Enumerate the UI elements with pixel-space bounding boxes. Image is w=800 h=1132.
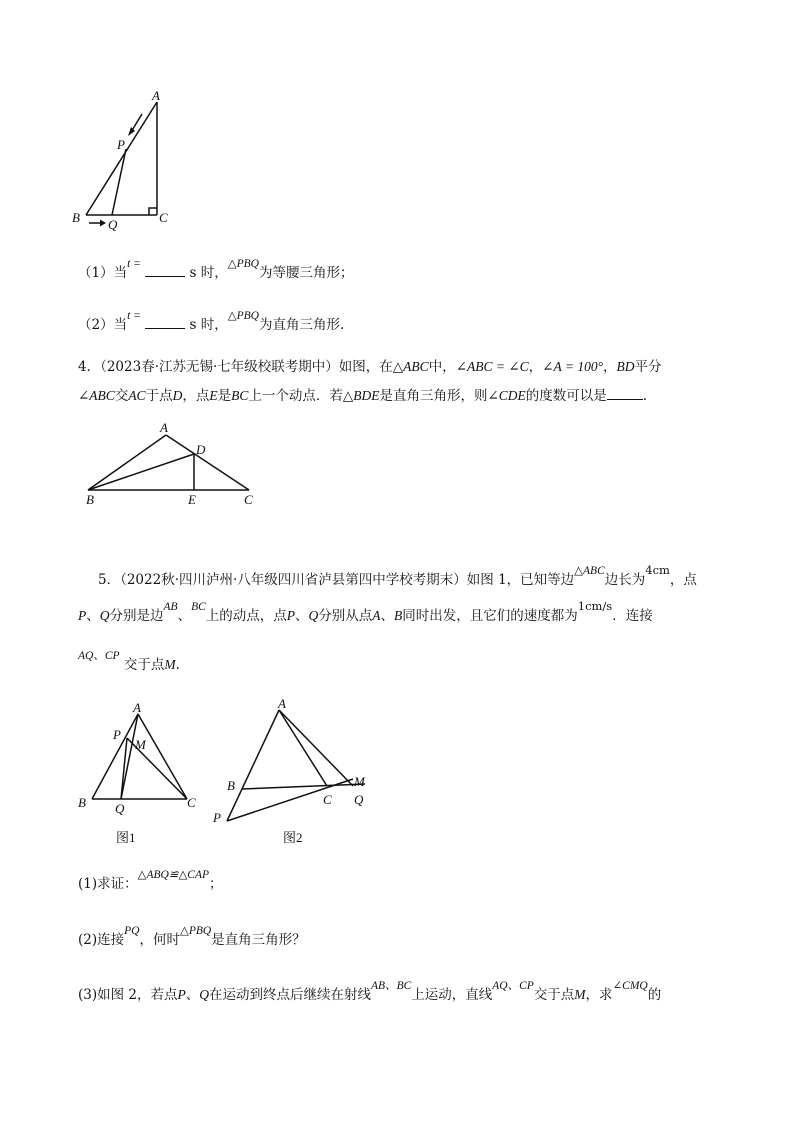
segment-pq bbox=[121, 738, 127, 799]
label-b: B bbox=[86, 492, 94, 507]
side-ab bbox=[88, 435, 166, 490]
q5-line3: AQ、CP 交于点M. bbox=[78, 650, 180, 673]
side-ac bbox=[279, 710, 327, 786]
segment-aq bbox=[121, 714, 138, 799]
q4-triangle-figure bbox=[80, 418, 270, 518]
triangle-pbq: △PBQ bbox=[227, 310, 259, 322]
ray-bc bbox=[242, 784, 365, 789]
label-a: A bbox=[278, 696, 286, 711]
q3-part2: （2）当t = s 时，△PBQ为直角三角形. bbox=[78, 310, 345, 333]
q5-figure-1 bbox=[70, 694, 210, 854]
label-e: E bbox=[188, 492, 196, 507]
ray-ab bbox=[227, 710, 279, 821]
figure-caption: 图1 bbox=[116, 830, 136, 845]
q5-figure-2 bbox=[205, 694, 385, 854]
q5-line2: P、Q分别是边AB、BC上的动点，点P、Q分别从点A、B同时出发，且它们的速度都为1cm/s．连接 bbox=[78, 599, 653, 624]
right-angle-mark bbox=[149, 208, 157, 215]
side-ac bbox=[166, 435, 249, 490]
figure-caption: 图2 bbox=[283, 830, 303, 845]
label-a: A bbox=[160, 420, 168, 435]
q4-line1: 4．（2023春·江苏无锡·七年级校联考期中）如图，在△ABC中，∠ABC = ∠C，∠A = 100°，BD平分 bbox=[78, 359, 662, 375]
label-d: D bbox=[196, 442, 206, 457]
answer-blank[interactable] bbox=[145, 276, 185, 277]
q3-part1: （1）当t = s 时，△PBQ为等腰三角形； bbox=[78, 258, 354, 281]
label-c: C bbox=[323, 792, 332, 807]
q5-part3: (3)如图 2，若点P、Q在运动到终点后继续在射线AB、BC上运动，直线AQ、CP交于点M，求∠CMQ的 bbox=[78, 980, 662, 1003]
var-t: t = bbox=[127, 258, 141, 270]
label-a: A bbox=[152, 88, 160, 103]
label-a: A bbox=[133, 700, 141, 715]
q5-part2: (2)连接PQ，何时△PBQ是直角三角形？ bbox=[78, 925, 306, 948]
var-t: t = bbox=[127, 310, 141, 322]
line-cp bbox=[227, 779, 353, 821]
label-q: Q bbox=[115, 801, 125, 816]
label-q: Q bbox=[354, 792, 364, 807]
label-m: M bbox=[354, 774, 365, 789]
label-p: P bbox=[117, 137, 125, 152]
answer-blank[interactable] bbox=[145, 328, 185, 329]
q5-line1: 5．（2022秋·四川泸州·八年级四川省泸县第四中学校考期末）如图 1，已知等边△ABC边长为4cm，点 bbox=[98, 563, 697, 588]
side-ab bbox=[86, 102, 157, 215]
triangle-pbq: △PBQ bbox=[227, 258, 259, 270]
label-c: C bbox=[159, 210, 168, 225]
label-b: B bbox=[227, 778, 235, 793]
q5-part1: (1)求证：△ABQ≌△CAP； bbox=[78, 869, 223, 892]
label-p: P bbox=[113, 727, 121, 742]
q3-triangle-figure bbox=[60, 88, 180, 238]
answer-blank[interactable] bbox=[607, 399, 643, 400]
segment-pq bbox=[112, 149, 126, 215]
segment-bd bbox=[88, 454, 194, 490]
q4-line2: ∠ABC交AC于点D，点E是BC上一个动点．若△BDE是直角三角形，则∠CDE的度数可以是 . bbox=[78, 388, 648, 404]
label-c: C bbox=[244, 492, 253, 507]
label-c: C bbox=[187, 795, 196, 810]
line-aq bbox=[279, 710, 353, 786]
label-p: P bbox=[213, 810, 221, 825]
label-m: M bbox=[135, 737, 146, 752]
label-b: B bbox=[72, 210, 80, 225]
label-q: Q bbox=[108, 217, 118, 232]
arrow-q-head bbox=[100, 220, 106, 227]
label-b: B bbox=[78, 795, 86, 810]
